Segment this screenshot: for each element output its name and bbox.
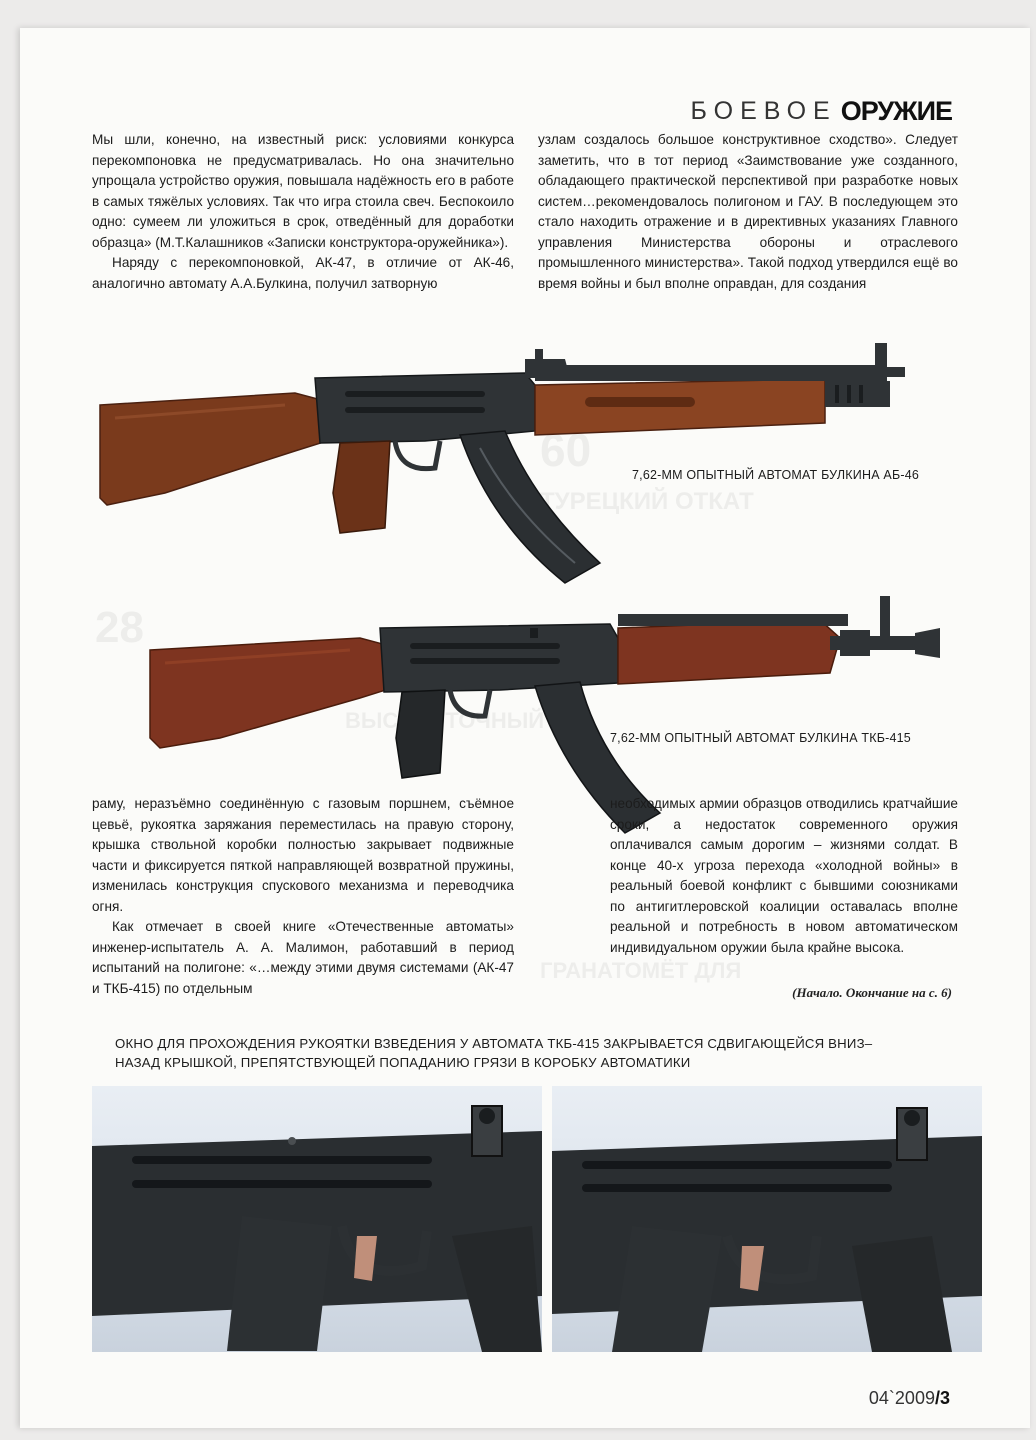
- column-right-top: [538, 130, 958, 294]
- rifle-ab46-image: [95, 323, 905, 598]
- magazine-page: [20, 28, 1030, 1428]
- column-right-bottom: [610, 794, 958, 958]
- photo-receiver-open-window: [552, 1086, 982, 1352]
- column-left-top: [92, 130, 514, 294]
- paragraph: Мы шли, конечно, на известный риск: условиями конкурса перекомпоновка не предусматривалась. Но она значительно упрощала устройство оружия, повышала надёжность его в работе в самых тяжёлых условиях. Так что игра стоила свеч. Беспокоило одно: сумеем ли уложиться в срок, отведённый для доработки образца» (М.Т.Калашников «Записки конструктора-оружейника»).: [92, 132, 514, 250]
- show-through-heading-3: ГРАНАТОМЁТ ДЛЯ: [540, 958, 742, 983]
- show-through-number-2: 28: [95, 603, 144, 652]
- photos-caption: ОКНО ДЛЯ ПРОХОЖДЕНИЯ РУКОЯТКИ ВЗВЕДЕНИЯ У АВТОМАТА ТКБ-415 ЗАКРЫВАЕТСЯ СДВИГАЮЩЕЙСЯ ВНИЗ–НАЗАД КРЫШКОЙ, ПРЕПЯТСТВУЮЩЕЙ ПОПАДАНИЮ ГРЯЗИ В КОРОБКУ АВТОМАТИКИ: [115, 1036, 873, 1070]
- photo-receiver-closed-window: [92, 1086, 542, 1352]
- paragraph: Наряду с перекомпоновкой, АК-47, в отличие от АК-46, аналогично автомату А.А.Булкина, получил затворную: [92, 255, 514, 291]
- caption-rifle-ab46: 7,62-ММ ОПЫТНЫЙ АВТОМАТ БУЛКИНА АБ-46: [632, 468, 920, 482]
- column-left-bottom: [92, 794, 514, 999]
- issue-number: 04`2009: [868, 1388, 935, 1408]
- continuation-note: (Начало. Окончание на с. 6): [792, 985, 952, 1000]
- page-number: 3: [939, 1388, 950, 1408]
- page-footer: [869, 1388, 950, 1409]
- section-title-bold: ОРУЖИЕ: [840, 96, 952, 126]
- paragraph: узлам создалось большое конструктивное сходство». Следует заметить, что в тот период «Заимствование уже созданного, обладающего практической перспективой при разработке новых систем…рекомендовалось полигоном и ГАУ. В последующем это стало находить отражение и в директивных указаниях Главного управления Министерства обороны и отраслевого промышленного министерства». Такой подход утвердился ещё во время войны и был вполне оправдан, для создания: [538, 132, 958, 291]
- show-through-heading-2: ВЫСОКОТОЧНЫЙ ВЫ: [345, 708, 588, 733]
- caption-rifle-tkb415: 7,62-ММ ОПЫТНЫЙ АВТОМАТ БУЛКИНА ТКБ-415: [610, 731, 911, 745]
- paragraph: Как отмечает в своей книге «Отечественные автоматы» инженер-испытатель А. А. Малимон, работавший в период испытаний на полигоне: «…между этими двумя системами (АК-47 и ТКБ-415) по отдельным: [92, 919, 514, 996]
- section-header: [691, 86, 953, 126]
- footer-separator: /: [934, 1388, 940, 1408]
- paragraph: необходимых армии образцов отводились кратчайшие сроки, а недостаток современного оружия оплачивался самым дорогим – жизнями солдат. В конце 40-х угроза перехода «холодной войны» в реальный боевой конфликт с бывшими союзниками по антигитлеровской коалиции оставалась вполне реальной и потребность в новом автоматическом индивидуальном оружии была крайне высока.: [610, 796, 958, 955]
- paragraph: раму, неразъёмно соединённую с газовым поршнем, съёмное цевьё, рукоятка заряжания переместилась на правую сторону, крышка ствольной коробки полностью закрывает подвижные части и фиксируется пяткой направляющей возвратной пружины, изменилась конструкция спускового механизма и переводчика огня.: [92, 796, 514, 914]
- section-title-light: БОЕВОЕ: [690, 97, 837, 125]
- show-through-number: 60: [540, 424, 592, 476]
- show-through-heading: ТУРЕЦКИЙ ОТКАТ: [540, 488, 754, 515]
